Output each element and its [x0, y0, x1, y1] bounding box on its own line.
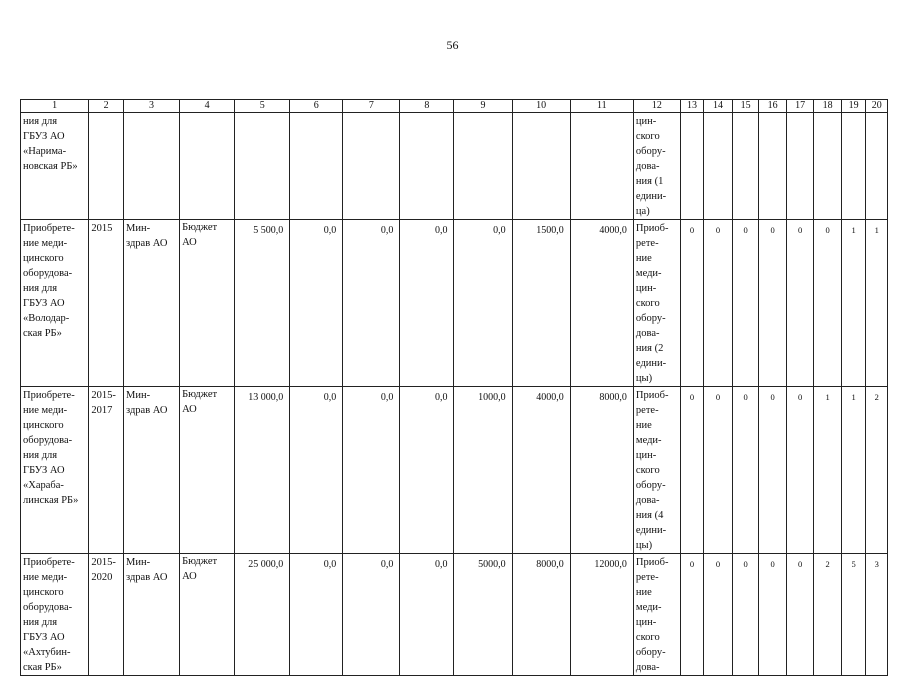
- row-value-10: [512, 554, 570, 676]
- row-value-11-text: 8000,0: [599, 392, 627, 403]
- table-row: [21, 387, 888, 554]
- column-header-6: 6: [290, 100, 343, 113]
- row-value-10: [512, 220, 570, 387]
- row-indicator-16-text: 0: [770, 392, 775, 402]
- row-source-text: Бюджет АО: [182, 389, 218, 415]
- row-agency: [124, 220, 180, 387]
- row-name: [21, 220, 89, 387]
- row-agency: [124, 113, 180, 220]
- row-value-9: [454, 387, 512, 554]
- column-header-3: 3: [124, 100, 180, 113]
- row-value-6: [290, 554, 343, 676]
- row-description-text: Приоб- рете- ние меди- цин- ского обору- дова-: [635, 557, 669, 673]
- column-header-1: 1: [21, 100, 89, 113]
- row-indicator-15-text: 0: [743, 559, 748, 569]
- row-value-8: [400, 554, 454, 676]
- program-table: [20, 99, 888, 676]
- row-indicator-19: [841, 387, 865, 554]
- row-value-7: [343, 220, 400, 387]
- row-indicator-19-text: 1: [851, 392, 856, 402]
- row-indicator-13: [680, 554, 703, 676]
- row-indicator-16-text: 0: [770, 225, 775, 235]
- row-value-5-text: 13 000,0: [248, 392, 284, 403]
- row-indicator-18: [814, 113, 842, 220]
- column-header-17: 17: [786, 100, 814, 113]
- row-source: [180, 113, 235, 220]
- row-indicator-15: [732, 387, 759, 554]
- row-indicator-14-text: 0: [715, 225, 721, 235]
- row-indicator-13-text: 0: [689, 225, 695, 235]
- row-value-8-text: 0,0: [434, 392, 448, 403]
- row-value-8: [400, 113, 454, 220]
- row-indicator-16: [759, 113, 787, 220]
- row-value-7: [343, 554, 400, 676]
- row-value-5-text: 25 000,0: [248, 559, 284, 570]
- row-name: [21, 113, 89, 220]
- row-agency-text: Мин- здрав АО: [126, 557, 168, 583]
- row-value-6: [290, 387, 343, 554]
- column-header-20: 20: [866, 100, 888, 113]
- header-row: [21, 100, 888, 113]
- row-indicator-17: [786, 113, 814, 220]
- row-value-11: [570, 387, 633, 554]
- table-row: [21, 220, 888, 387]
- row-value-11: [570, 220, 633, 387]
- row-description-text: Приоб- рете- ние меди- цин- ского обору- дова- ния (4 едини- цы): [635, 390, 669, 551]
- row-value-10-text: 4000,0: [536, 392, 564, 403]
- row-indicator-14: [704, 113, 733, 220]
- row-indicator-13-text: 0: [689, 559, 695, 569]
- row-indicator-18: [814, 387, 842, 554]
- row-value-7: [343, 113, 400, 220]
- row-indicator-17: [786, 220, 814, 387]
- row-indicator-20-text: 2: [874, 392, 879, 402]
- row-indicator-14: [704, 220, 733, 387]
- row-indicator-19-text: 1: [851, 225, 856, 235]
- row-value-9: [454, 220, 512, 387]
- row-value-8-text: 0,0: [434, 225, 448, 236]
- row-value-8-text: 0,0: [434, 559, 448, 570]
- row-indicator-19: [841, 554, 865, 676]
- row-indicator-17: [786, 387, 814, 554]
- column-header-14: 14: [704, 100, 733, 113]
- row-value-8: [400, 220, 454, 387]
- row-value-7-text: 0,0: [380, 392, 394, 403]
- row-value-5-text: 5 500,0: [253, 225, 284, 236]
- row-indicator-16: [759, 387, 787, 554]
- column-header-5: 5: [235, 100, 290, 113]
- row-value-9: [454, 113, 512, 220]
- row-value-8: [400, 387, 454, 554]
- table-row: [21, 554, 888, 676]
- row-year: [89, 220, 124, 387]
- row-indicator-16: [759, 554, 787, 676]
- row-value-6-text: 0,0: [323, 559, 337, 570]
- row-value-9-text: 1000,0: [478, 392, 506, 403]
- row-value-9: [454, 554, 512, 676]
- row-description-text: Приоб- рете- ние меди- цин- ского обору- дова- ния (2 едини- цы): [635, 223, 669, 384]
- row-indicator-13-text: 0: [689, 392, 695, 402]
- row-value-7-text: 0,0: [380, 559, 394, 570]
- row-indicator-13: [680, 220, 703, 387]
- row-indicator-17: [786, 554, 814, 676]
- row-year-text: 2015- 2017: [91, 390, 116, 416]
- row-indicator-13: [680, 113, 703, 220]
- row-source: [180, 220, 235, 387]
- column-header-2: 2: [89, 100, 124, 113]
- row-value-11: [570, 113, 633, 220]
- row-indicator-16: [759, 220, 787, 387]
- row-value-10: [512, 113, 570, 220]
- row-indicator-14-text: 0: [715, 559, 721, 569]
- column-header-11: 11: [570, 100, 633, 113]
- column-header-8: 8: [400, 100, 454, 113]
- row-indicator-17-text: 0: [798, 559, 803, 569]
- row-indicator-17-text: 0: [798, 392, 803, 402]
- column-header-12: 12: [633, 100, 680, 113]
- row-indicator-14: [704, 387, 733, 554]
- row-value-11-text: 12000,0: [594, 559, 627, 570]
- row-value-9-text: 5000,0: [478, 559, 506, 570]
- column-header-10: 10: [512, 100, 570, 113]
- row-indicator-14: [704, 554, 733, 676]
- column-header-4: 4: [180, 100, 235, 113]
- row-indicator-20: [866, 387, 888, 554]
- row-indicator-14-text: 0: [715, 392, 721, 402]
- row-name-text: Приобрете- ние меди- цинского оборудова- ния для ГБУЗ АО «Володар- ская РБ»: [23, 223, 75, 339]
- row-year: [89, 113, 124, 220]
- row-name-text: ния для ГБУЗ АО «Нарима- новская РБ»: [23, 116, 78, 172]
- row-indicator-15: [732, 113, 759, 220]
- row-value-6-text: 0,0: [323, 225, 337, 236]
- row-agency-text: Мин- здрав АО: [126, 390, 168, 416]
- row-description: [633, 220, 680, 387]
- row-year-text: 2015: [91, 223, 113, 234]
- row-indicator-18-text: 0: [825, 225, 830, 235]
- row-indicator-19-text: 5: [851, 559, 856, 569]
- row-indicator-18: [814, 554, 842, 676]
- column-header-19: 19: [841, 100, 865, 113]
- row-description: [633, 387, 680, 554]
- row-source-text: Бюджет АО: [182, 556, 218, 582]
- row-value-6-text: 0,0: [323, 392, 337, 403]
- row-indicator-19: [841, 113, 865, 220]
- row-value-5: [235, 387, 290, 554]
- row-agency-text: Мин- здрав АО: [126, 223, 168, 249]
- table-row: [21, 113, 888, 220]
- column-header-16: 16: [759, 100, 787, 113]
- page-number: 56: [446, 38, 459, 52]
- row-indicator-15: [732, 220, 759, 387]
- row-indicator-15-text: 0: [743, 392, 748, 402]
- row-indicator-15: [732, 554, 759, 676]
- column-header-7: 7: [343, 100, 400, 113]
- row-value-6: [290, 220, 343, 387]
- row-year-text: 2015- 2020: [91, 557, 116, 583]
- row-name: [21, 387, 89, 554]
- row-value-10: [512, 387, 570, 554]
- row-agency: [124, 554, 180, 676]
- row-source: [180, 554, 235, 676]
- row-indicator-20-text: 3: [874, 559, 879, 569]
- row-indicator-18-text: 2: [825, 559, 830, 569]
- row-indicator-20: [866, 113, 888, 220]
- row-source: [180, 387, 235, 554]
- row-value-11: [570, 554, 633, 676]
- row-name: [21, 554, 89, 676]
- row-indicator-17-text: 0: [798, 225, 803, 235]
- row-value-11-text: 4000,0: [599, 225, 627, 236]
- row-source-text: Бюджет АО: [182, 222, 218, 248]
- column-header-18: 18: [814, 100, 842, 113]
- row-value-7-text: 0,0: [380, 225, 394, 236]
- row-description-text: цин- ского обору- дова- ния (1 едини- ца): [635, 116, 667, 217]
- row-value-5: [235, 554, 290, 676]
- row-value-9-text: 0,0: [493, 225, 506, 236]
- column-header-15: 15: [732, 100, 759, 113]
- row-value-7: [343, 387, 400, 554]
- column-header-9: 9: [454, 100, 512, 113]
- row-value-6: [290, 113, 343, 220]
- row-indicator-16-text: 0: [770, 559, 775, 569]
- row-indicator-20: [866, 554, 888, 676]
- row-year: [89, 387, 124, 554]
- row-indicator-20: [866, 220, 888, 387]
- row-indicator-20-text: 1: [874, 225, 879, 235]
- row-name-text: Приобрете- ние меди- цинского оборудова- ния для ГБУЗ АО «Ахтубин- ская РБ»: [23, 557, 75, 673]
- row-indicator-13: [680, 387, 703, 554]
- row-value-10-text: 1500,0: [536, 225, 564, 236]
- row-year: [89, 554, 124, 676]
- row-description: [633, 554, 680, 676]
- row-value-10-text: 8000,0: [536, 559, 564, 570]
- row-indicator-19: [841, 220, 865, 387]
- row-value-5: [235, 113, 290, 220]
- row-indicator-18: [814, 220, 842, 387]
- row-value-5: [235, 220, 290, 387]
- column-header-13: 13: [680, 100, 703, 113]
- row-name-text: Приобрете- ние меди- цинского оборудова- ния для ГБУЗ АО «Хараба- линская РБ»: [23, 390, 79, 506]
- row-indicator-15-text: 0: [743, 225, 748, 235]
- row-indicator-18-text: 1: [825, 392, 830, 402]
- row-agency: [124, 387, 180, 554]
- row-description: [633, 113, 680, 220]
